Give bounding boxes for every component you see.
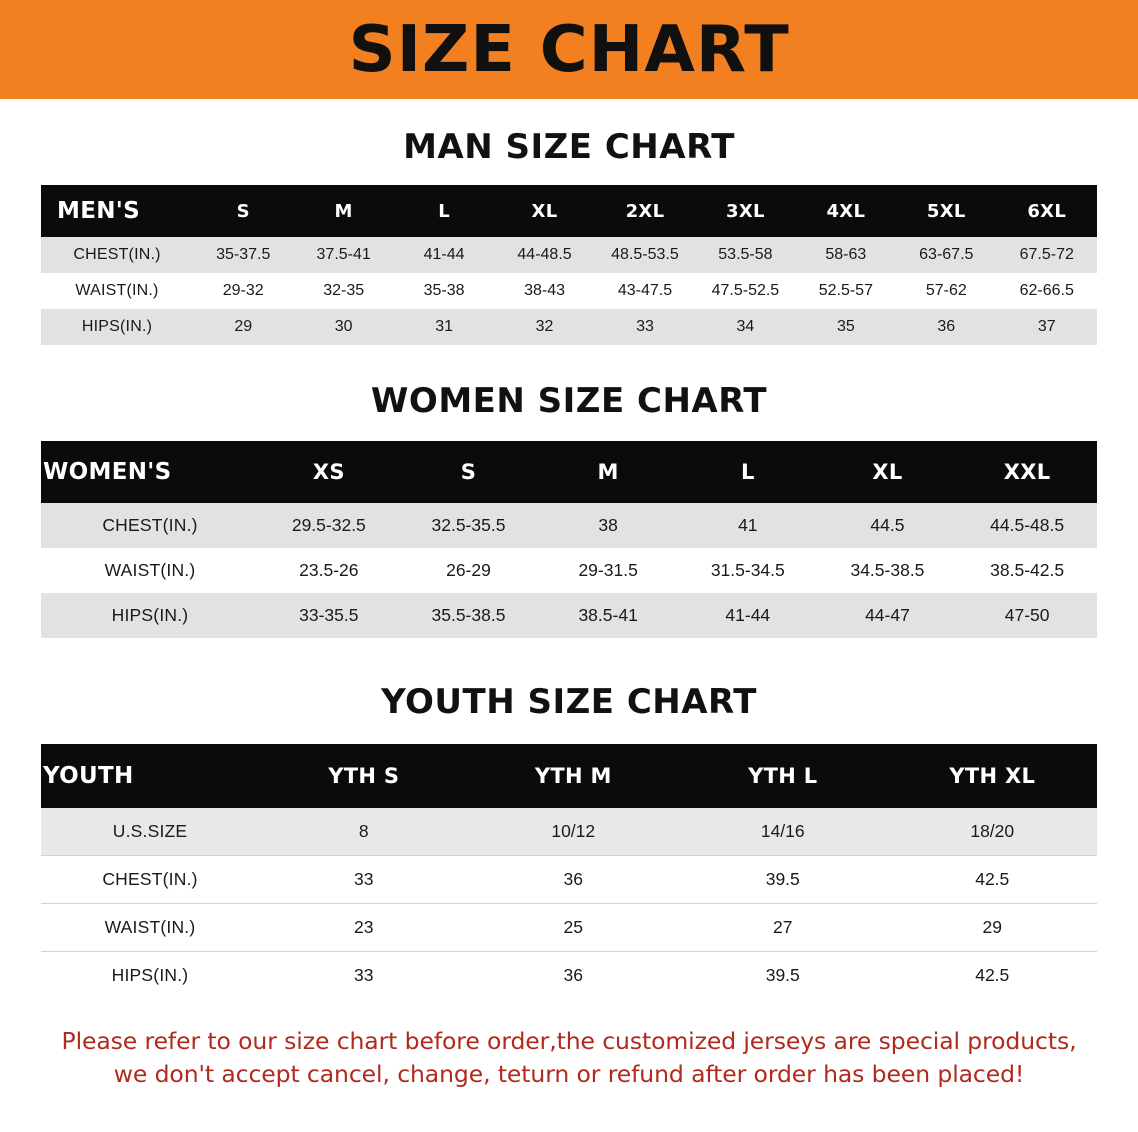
table-cell: 37.5-41 xyxy=(293,237,393,273)
table-cell: 29-32 xyxy=(193,273,293,309)
table-header-cell: YTH XL xyxy=(888,744,1098,808)
disclaimer-note xyxy=(39,1025,1099,1092)
table-cell: 29-31.5 xyxy=(538,548,678,593)
table-cell: 63-67.5 xyxy=(896,237,996,273)
table-row xyxy=(41,309,1097,345)
table-header-cell: L xyxy=(394,185,494,237)
table-cell: 34.5-38.5 xyxy=(818,548,958,593)
table-cell: 35 xyxy=(796,309,896,345)
table-cell: 58-63 xyxy=(796,237,896,273)
youth-size-table xyxy=(41,744,1097,999)
table-cell: 44.5-48.5 xyxy=(957,503,1097,548)
row-label: WAIST(IN.) xyxy=(41,273,193,309)
disclaimer-line-2: we don't accept cancel, change, teturn or refund after order has been placed! xyxy=(113,1060,1025,1089)
row-label: HIPS(IN.) xyxy=(41,952,259,1000)
table-row xyxy=(41,273,1097,309)
table-header-cell: WOMEN'S xyxy=(41,441,259,503)
header-banner xyxy=(0,0,1138,99)
table-cell: 39.5 xyxy=(678,952,888,1000)
table-header-cell: XXL xyxy=(957,441,1097,503)
table-header-cell: S xyxy=(399,441,539,503)
table-header-row xyxy=(41,744,1097,808)
youth-size-table-wrap xyxy=(41,744,1097,999)
table-row xyxy=(41,808,1097,856)
table-cell: 25 xyxy=(469,904,679,952)
table-cell: 41-44 xyxy=(678,593,818,638)
table-cell: 35-38 xyxy=(394,273,494,309)
table-row xyxy=(41,548,1097,593)
table-cell: 44.5 xyxy=(818,503,958,548)
man-size-table xyxy=(41,185,1097,345)
table-cell: 67.5-72 xyxy=(997,237,1098,273)
table-header-row xyxy=(41,441,1097,503)
row-label: U.S.SIZE xyxy=(41,808,259,856)
table-header-cell: YTH M xyxy=(469,744,679,808)
table-cell: 32 xyxy=(494,309,594,345)
table-cell: 31 xyxy=(394,309,494,345)
table-cell: 32.5-35.5 xyxy=(399,503,539,548)
table-cell: 47-50 xyxy=(957,593,1097,638)
table-cell: 29 xyxy=(888,904,1098,952)
disclaimer-line-1: Please refer to our size chart before order,the customized jerseys are special products, xyxy=(61,1027,1077,1055)
table-header-cell: 4XL xyxy=(796,185,896,237)
table-header-cell: XL xyxy=(818,441,958,503)
table-header-cell: YTH L xyxy=(678,744,888,808)
table-cell: 38.5-42.5 xyxy=(957,548,1097,593)
table-cell: 23 xyxy=(259,904,469,952)
table-cell: 38 xyxy=(538,503,678,548)
table-header-row xyxy=(41,185,1097,237)
table-header-cell: M xyxy=(538,441,678,503)
table-row xyxy=(41,904,1097,952)
table-cell: 35-37.5 xyxy=(193,237,293,273)
table-header-cell: XL xyxy=(494,185,594,237)
table-cell: 10/12 xyxy=(469,808,679,856)
table-row xyxy=(41,503,1097,548)
table-cell: 31.5-34.5 xyxy=(678,548,818,593)
table-header-cell: M xyxy=(293,185,393,237)
table-header-cell: YTH S xyxy=(259,744,469,808)
table-cell: 36 xyxy=(896,309,996,345)
table-cell: 47.5-52.5 xyxy=(695,273,795,309)
table-cell: 42.5 xyxy=(888,952,1098,1000)
table-cell: 29.5-32.5 xyxy=(259,503,399,548)
table-header-cell: MEN'S xyxy=(41,185,193,237)
table-cell: 48.5-53.5 xyxy=(595,237,695,273)
table-cell: 62-66.5 xyxy=(997,273,1098,309)
row-label: HIPS(IN.) xyxy=(41,309,193,345)
table-header-cell: L xyxy=(678,441,818,503)
man-size-table-wrap xyxy=(41,185,1097,345)
table-cell: 33-35.5 xyxy=(259,593,399,638)
man-section-title: MAN SIZE CHART xyxy=(403,127,735,167)
table-header-cell: 5XL xyxy=(896,185,996,237)
table-cell: 38-43 xyxy=(494,273,594,309)
table-cell: 41-44 xyxy=(394,237,494,273)
table-cell: 36 xyxy=(469,952,679,1000)
row-label: CHEST(IN.) xyxy=(41,503,259,548)
table-cell: 33 xyxy=(259,952,469,1000)
table-row xyxy=(41,856,1097,904)
table-cell: 27 xyxy=(678,904,888,952)
row-label: WAIST(IN.) xyxy=(41,548,259,593)
table-cell: 42.5 xyxy=(888,856,1098,904)
youth-section-title: YOUTH SIZE CHART xyxy=(381,682,757,722)
table-cell: 37 xyxy=(997,309,1098,345)
women-section-title: WOMEN SIZE CHART xyxy=(370,381,768,421)
table-cell: 43-47.5 xyxy=(595,273,695,309)
table-cell: 41 xyxy=(678,503,818,548)
table-cell: 29 xyxy=(193,309,293,345)
table-cell: 57-62 xyxy=(896,273,996,309)
women-size-table-wrap xyxy=(41,441,1097,638)
table-row xyxy=(41,593,1097,638)
table-cell: 18/20 xyxy=(888,808,1098,856)
table-cell: 32-35 xyxy=(293,273,393,309)
row-label: CHEST(IN.) xyxy=(41,856,259,904)
table-cell: 44-47 xyxy=(818,593,958,638)
table-cell: 8 xyxy=(259,808,469,856)
table-cell: 33 xyxy=(595,309,695,345)
table-cell: 44-48.5 xyxy=(494,237,594,273)
table-header-cell: YOUTH xyxy=(41,744,259,808)
table-header-cell: 3XL xyxy=(695,185,795,237)
table-header-cell: XS xyxy=(259,441,399,503)
table-cell: 33 xyxy=(259,856,469,904)
table-header-cell: S xyxy=(193,185,293,237)
row-label: WAIST(IN.) xyxy=(41,904,259,952)
table-cell: 34 xyxy=(695,309,795,345)
table-cell: 38.5-41 xyxy=(538,593,678,638)
table-cell: 14/16 xyxy=(678,808,888,856)
table-cell: 26-29 xyxy=(399,548,539,593)
table-cell: 23.5-26 xyxy=(259,548,399,593)
page-title: SIZE CHART xyxy=(348,12,790,87)
row-label: HIPS(IN.) xyxy=(41,593,259,638)
table-cell: 30 xyxy=(293,309,393,345)
table-header-cell: 6XL xyxy=(997,185,1098,237)
table-header-cell: 2XL xyxy=(595,185,695,237)
table-cell: 53.5-58 xyxy=(695,237,795,273)
table-cell: 52.5-57 xyxy=(796,273,896,309)
table-cell: 39.5 xyxy=(678,856,888,904)
table-row xyxy=(41,237,1097,273)
table-cell: 36 xyxy=(469,856,679,904)
table-cell: 35.5-38.5 xyxy=(399,593,539,638)
row-label: CHEST(IN.) xyxy=(41,237,193,273)
table-row xyxy=(41,952,1097,1000)
women-size-table xyxy=(41,441,1097,638)
